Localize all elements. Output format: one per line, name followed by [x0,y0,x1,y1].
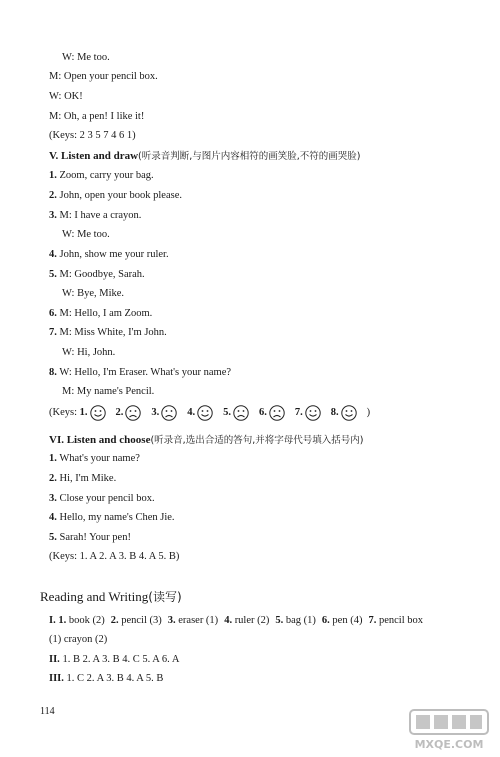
item-text: M: I have a crayon. [59,210,142,221]
sad-face-icon [125,405,141,421]
face-key-item [223,407,253,418]
item-number: 4. [187,407,196,418]
smiley-face-icon [305,405,321,421]
dialogue-line: W: OK! [49,91,83,102]
item-text: M: Goodbye, Sarah. [59,269,145,280]
face-key-item [80,407,110,418]
list-item [49,268,145,282]
line-label: II. [49,654,60,665]
item-text: bag (1) [285,615,316,626]
section-instruction: (听录音判断,与图片内容相符的画笑脸,不符的画哭脸) [138,151,361,162]
answer-line-ii [49,653,179,667]
item-text: Sarah! Your pen! [59,532,131,543]
face-keys-list [80,407,367,418]
page-number: 114 [40,706,55,717]
list-item [62,228,110,242]
face-key-item [116,407,146,418]
item-number: 3. [49,210,57,221]
line-answers: 1. B 2. A 3. B 4. C 5. A 6. A [62,654,180,665]
line-items [58,615,429,626]
list-item [49,169,154,183]
item-number: 3. [49,493,57,504]
item-number: 7. [294,407,303,418]
list-item [49,307,152,321]
face-key-item [259,407,289,418]
answer-item [322,615,363,626]
item-number: 7. [49,327,57,338]
sad-face-icon [269,405,285,421]
sad-face-icon [233,405,249,421]
item-number: 1. [49,170,57,181]
watermark-graphic [406,708,492,752]
item-number: 1. [58,615,67,626]
section-label: VI. Listen and choose [49,434,151,446]
item-number: 6. [321,615,330,626]
sad-face-icon [161,405,177,421]
section-heading-v [49,149,361,164]
list-item [49,531,131,545]
item-text: Zoom, carry your bag. [59,170,154,181]
answer-item [111,615,162,626]
list-item [49,209,141,223]
item-text: pencil box [378,615,423,626]
item-number: 4. [224,615,233,626]
list-item [49,248,169,262]
dialogue-line: M: Open your pencil box. [49,71,158,82]
item-text: Hello, my name's Chen Jie. [59,512,175,523]
dialogue-line: W: Me too. [62,52,110,63]
smiley-face-icon [341,405,357,421]
keys-suffix: ) [366,407,371,418]
list-item [49,189,182,203]
answer-item [368,615,423,626]
item-number: 8. [330,407,339,418]
answer-item [275,615,316,626]
item-number: 8. [49,367,57,378]
item-text: W: Me too. [62,229,110,240]
item-text: M: Miss White, I'm John. [59,327,167,338]
face-keys [49,403,370,423]
list-item [49,452,140,466]
dialogue-line: M: Oh, a pen! I like it! [49,111,145,122]
item-number: 4. [49,249,57,260]
face-key-item [295,407,325,418]
list-item [49,326,167,340]
list-item [62,385,154,399]
section-heading-vi [49,433,363,448]
item-number: 1. [79,407,88,418]
section-instruction: (听录音,选出合适的答句,并将字母代号填入括号内) [150,435,364,446]
answer-line-i [49,614,429,628]
item-number: 2. [115,407,124,418]
item-number: 6. [49,308,57,319]
item-text: ruler (2) [234,615,270,626]
item-number: 7. [368,615,377,626]
answer-line-iii [49,672,163,686]
item-number: 6. [259,407,267,418]
list-item [49,472,116,486]
item-number: 5. [275,615,284,626]
item-text: W: Bye, Mike. [62,288,125,299]
item-number: 2. [49,473,57,484]
watermark-logo [406,708,492,752]
item-number: 5. [223,407,231,418]
watermark-text: MXQE.COM [414,738,484,751]
item-text: pen (4) [332,615,363,626]
smiley-face-icon [197,405,213,421]
item-number: 5. [49,532,57,543]
section-label: V. Listen and draw [49,150,139,162]
item-text: pencil (3) [121,615,162,626]
answer-line-i-cont: (1) crayon (2) [49,634,108,645]
list-item [62,346,115,360]
item-text: John, open your book please. [59,190,182,201]
list-item [49,492,155,506]
line-label: I. [49,615,56,626]
face-key-item [151,407,181,418]
line-label: III. [49,673,64,684]
item-text: M: Hello, I am Zoom. [59,308,153,319]
face-key-item [331,407,361,418]
item-text: W: Hello, I'm Eraser. What's your name? [59,367,232,378]
answer-keys: (Keys: 2 3 5 7 4 6 1) [49,130,136,141]
keys-prefix: (Keys: [49,407,77,418]
answer-keys: (Keys: 1. A 2. A 3. B 4. A 5. B) [49,551,180,562]
line-answers: 1. C 2. A 3. B 4. A 5. B [66,673,164,684]
face-key-item [187,407,217,418]
list-item [62,287,124,301]
item-text: M: My name's Pencil. [62,386,155,397]
item-number: 4. [49,512,57,523]
item-text: Close your pencil box. [59,493,155,504]
item-text: W: Hi, John. [62,347,116,358]
answer-item [224,615,269,626]
item-text: Hi, I'm Mike. [59,473,117,484]
item-number: 1. [49,453,57,464]
smiley-face-icon [90,405,106,421]
heading-text: Reading and Writing [40,589,149,604]
item-number: 3. [151,407,160,418]
heading-cn: (读写) [148,590,182,604]
item-text: book (2) [68,615,105,626]
item-number: 2. [49,190,57,201]
list-item [49,366,231,380]
part-heading [40,590,182,604]
item-text: What's your name? [59,453,140,464]
list-item [49,511,175,525]
item-number: 3. [167,615,176,626]
item-number: 5. [49,269,57,280]
item-text: John, show me your ruler. [59,249,169,260]
item-number: 2. [110,615,119,626]
answer-item [58,615,104,626]
answer-item [168,615,218,626]
item-text: eraser (1) [178,615,219,626]
